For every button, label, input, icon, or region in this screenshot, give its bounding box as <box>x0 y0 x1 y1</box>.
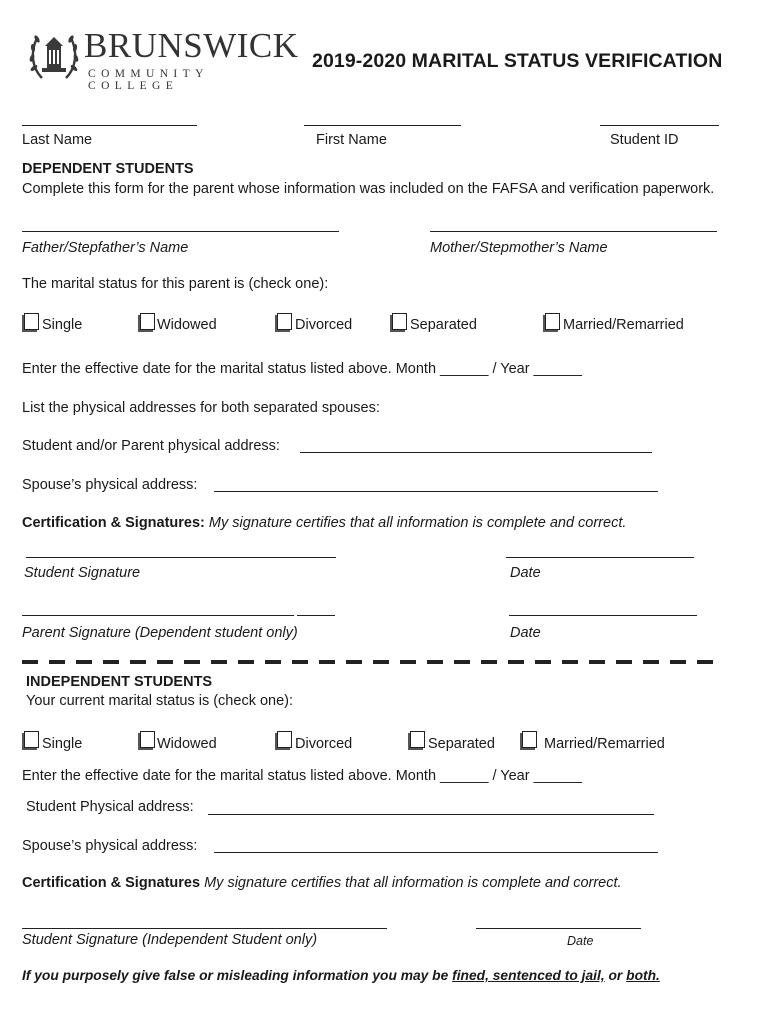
dep-student-signature-label: Student Signature <box>24 565 141 581</box>
ind-certification <box>22 876 622 891</box>
ind-married-label: Married/Remarried <box>544 736 665 752</box>
ind-effective-date: Enter the effective date for the marital status listed above. Month ______ / Year ______ <box>22 768 582 784</box>
dep-married-label: Married/Remarried <box>563 317 684 333</box>
father-name-label: Father/Stepfather’s Name <box>22 240 189 256</box>
ind-separated-checkbox[interactable] <box>410 731 425 748</box>
first-name-field[interactable] <box>304 125 461 126</box>
dep-student-date-field[interactable] <box>506 557 694 558</box>
ind-student-address-label: Student Physical address: <box>26 799 194 815</box>
dep-spouse-address-field[interactable] <box>214 491 658 492</box>
dep-divorced-checkbox[interactable] <box>277 313 292 330</box>
mother-name-field[interactable] <box>430 231 717 232</box>
dep-divorced-label: Divorced <box>295 317 353 333</box>
dep-separated-checkbox[interactable] <box>392 313 407 330</box>
parent-date-field[interactable] <box>509 615 697 616</box>
student-parent-address-label: Student and/or Parent physical address: <box>22 438 280 454</box>
parent-date-label: Date <box>510 625 541 641</box>
student-id-label: Student ID <box>610 132 679 148</box>
ind-widowed-label: Widowed <box>157 736 217 752</box>
independent-heading: INDEPENDENT STUDENTS <box>26 674 213 690</box>
ind-divorced-checkbox[interactable] <box>277 731 292 748</box>
dep-cert-text: My signature certifies that all information is complete and correct. <box>208 515 627 531</box>
ind-married-checkbox[interactable] <box>522 731 537 748</box>
footer-warning-prefix: If you purposely give false or misleading information you may be <box>22 968 453 983</box>
first-name-label: First Name <box>316 132 387 148</box>
dep-effective-date: Enter the effective date for the marital status listed above. Month ______ / Year ______ <box>22 361 582 377</box>
logo-name: BRUNSWICK <box>84 26 299 65</box>
dep-spouse-address-label: Spouse’s physical address: <box>22 477 198 493</box>
footer-both: both. <box>626 968 660 983</box>
father-name-field[interactable] <box>22 231 339 232</box>
ind-widowed-checkbox[interactable] <box>140 731 155 748</box>
dep-student-date-label: Date <box>510 565 541 581</box>
dependent-heading: DEPENDENT STUDENTS <box>22 161 194 177</box>
independent-check-prompt: Your current marital status is (check one): <box>26 693 294 709</box>
ind-student-address-field[interactable] <box>208 814 654 815</box>
last-name-field[interactable] <box>22 125 197 126</box>
ind-divorced-label: Divorced <box>295 736 353 752</box>
section-divider <box>22 660 718 664</box>
ind-student-signature-field[interactable] <box>22 928 387 929</box>
parent-signature-label: Parent Signature (Dependent student only) <box>22 625 298 641</box>
ind-spouse-address-label: Spouse’s physical address: <box>22 838 198 854</box>
ind-date-field[interactable] <box>476 928 641 929</box>
ind-date-label: Date <box>567 934 594 948</box>
college-seal-icon <box>28 24 80 84</box>
dependent-check-prompt: The marital status for this parent is (check one): <box>22 276 329 292</box>
student-parent-address-field[interactable] <box>300 452 652 453</box>
dep-certification <box>22 516 626 531</box>
parent-signature-extra-field[interactable] <box>297 615 335 616</box>
dep-separated-label: Separated <box>410 317 477 333</box>
footer-fined: fined, sentenced to jail, <box>452 968 605 983</box>
ind-separated-label: Separated <box>428 736 495 752</box>
mother-name-label: Mother/Stepmother’s Name <box>430 240 608 256</box>
student-id-field[interactable] <box>600 125 719 126</box>
parent-signature-field[interactable] <box>22 615 294 616</box>
ind-spouse-address-field[interactable] <box>214 852 658 853</box>
ind-single-checkbox[interactable] <box>24 731 39 748</box>
dep-widowed-checkbox[interactable] <box>140 313 155 330</box>
logo-subtitle: COMMUNITY COLLEGE <box>88 68 209 92</box>
dependent-instructions: Complete this form for the parent whose information was included on the FAFSA and verification paperwork. <box>22 181 715 197</box>
dep-widowed-label: Widowed <box>157 317 217 333</box>
college-logo <box>28 24 299 92</box>
dep-cert-heading: Certification & Signatures: <box>22 515 205 531</box>
ind-single-label: Single <box>42 736 83 752</box>
ind-cert-heading: Certification & Signatures <box>22 875 201 891</box>
ind-cert-text: My signature certifies that all information is complete and correct. <box>204 875 622 891</box>
dep-married-checkbox[interactable] <box>545 313 560 330</box>
dep-student-signature-field[interactable] <box>26 557 336 558</box>
ind-student-signature-label: Student Signature (Independent Student only) <box>22 932 318 948</box>
dep-single-label: Single <box>42 317 83 333</box>
footer-warning <box>22 969 660 983</box>
footer-or: or <box>604 968 627 983</box>
addresses-prompt: List the physical addresses for both separated spouses: <box>22 400 380 416</box>
page-title: 2019-2020 MARITAL STATUS VERIFICATION <box>312 50 723 72</box>
dep-single-checkbox[interactable] <box>24 313 39 330</box>
last-name-label: Last Name <box>22 132 93 148</box>
